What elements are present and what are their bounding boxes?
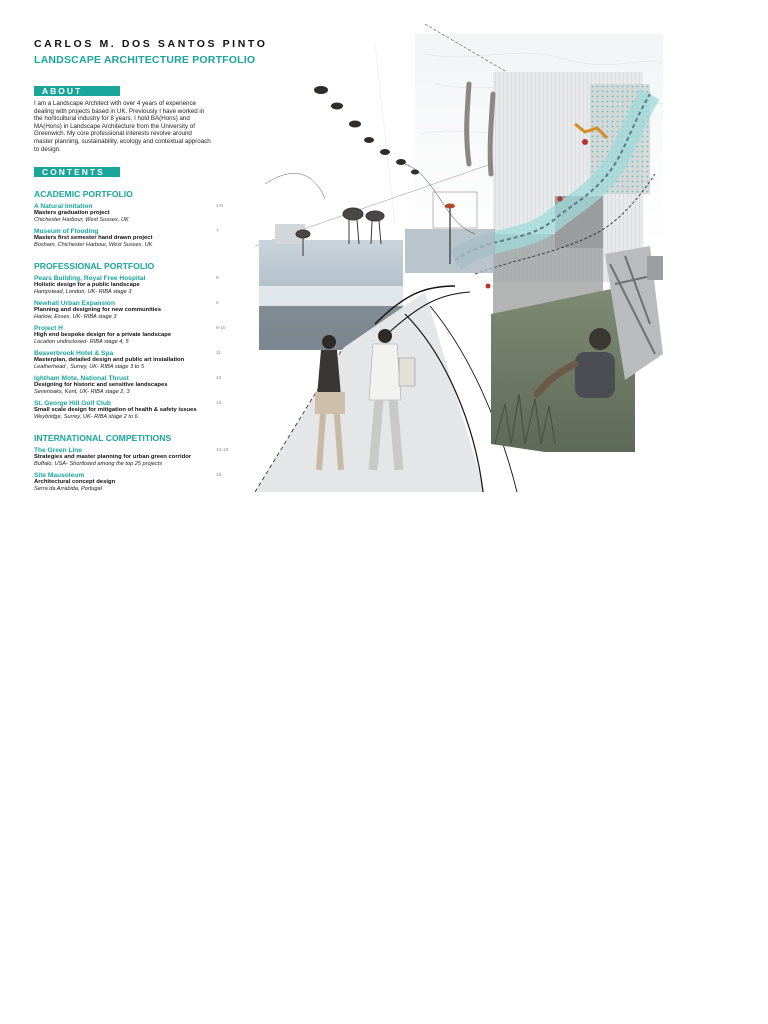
contents-entry[interactable] [34, 325, 244, 346]
entry-title[interactable]: Project H [34, 325, 63, 333]
entry-page-number: 14-15 [216, 448, 229, 454]
about-heading: ABOUT [34, 86, 120, 96]
landscape-collage [255, 24, 663, 492]
entry-page-number: 9-10 [216, 326, 226, 332]
contents-entry[interactable] [34, 203, 244, 224]
entry-title[interactable]: Site Mausoleum [34, 472, 85, 480]
entry-title[interactable]: Beaverbrook Hotel & Spa [34, 350, 114, 358]
bird-flock [314, 86, 419, 175]
portfolio-subtitle: LANDSCAPE ARCHITECTURE PORTFOLIO [34, 54, 256, 66]
entry-title[interactable]: Ightham Mote, National Thrust [34, 375, 129, 383]
contents-entry[interactable] [34, 275, 244, 296]
entry-description: Masters first semester hand drawn project [34, 235, 153, 242]
entry-location: Hampstead, London, UK- RIBA stage 3 [34, 289, 132, 296]
entry-location: Location undisclosed- RIBA stage 4, 5 [34, 339, 129, 346]
entry-location: Bosham, Chichester Harbour, West Sussex, UK [34, 242, 153, 249]
about-text: I am a Landscape Architect with over 4 years of experience dealing with projects based in UK. Previously I have worked in the horticultural industry for 8 years. I hold BA(Hons) and MA(Hons) in Landscape Architecture from the University of Greenwich. My core professional interests revolve around master planning, sustainability, ecology and contextual approach to design. [34, 100, 211, 153]
contents-group-heading: INTERNATIONAL COMPETITIONS [34, 433, 172, 444]
entry-page-number: 13 [216, 401, 222, 407]
contents-entry[interactable] [34, 472, 244, 493]
entry-page-number: 8 [216, 276, 219, 282]
entry-title[interactable]: Pears Building, Royal Free Hospital [34, 275, 146, 283]
entry-page-number: 7 [216, 229, 219, 235]
contents-group-heading: PROFESSIONAL PORTFOLIO [34, 261, 155, 272]
entry-title[interactable]: Museum of Flooding [34, 228, 99, 236]
entry-location: Chichester Harbour, West Sussex, UK [34, 217, 129, 224]
entry-page-number: 16 [216, 473, 222, 479]
entry-page-number: 9 [216, 301, 219, 307]
entry-title[interactable]: A Natural Imitation [34, 203, 93, 211]
entry-description: Designing for historic and sensitive landscapes [34, 382, 168, 389]
entry-location: Weybridge, Surrey, UK- RIBA stage 2 to 6 [34, 414, 138, 421]
entry-location: Harlow, Essex, UK- RIBA stage 3 [34, 314, 117, 321]
entry-location: Buffalo, USA- Shortlisted among the top 25 projects [34, 461, 163, 468]
contents-entry[interactable] [34, 350, 244, 371]
entry-title[interactable]: St. George Hill Golf Club [34, 400, 111, 408]
entry-title[interactable]: The Green Line [34, 447, 82, 455]
collage-illustration [255, 24, 663, 492]
contents-group-heading: ACADEMIC PORTFOLIO [34, 189, 133, 200]
entry-location: Leatherhead , Surrey, UK- RIBA stage 3 to 5 [34, 364, 145, 371]
entry-title[interactable]: Newhall Urban Expansion [34, 300, 115, 308]
entry-description: Masters graduation project [34, 210, 110, 217]
contents-entry[interactable] [34, 300, 244, 321]
entry-description: Small scale design for mitigation of health & safety issues [34, 407, 197, 414]
left-column [34, 38, 268, 493]
entry-description: Masterplan, detailed design and public art installation [34, 357, 185, 364]
author-name: CARLOS M. DOS SANTOS PINTO [34, 38, 268, 50]
entry-description: Strategies and master planning for urban green corridor [34, 454, 192, 461]
entry-description: Planning and designing for new communities [34, 307, 161, 314]
entry-description: Architectural concept design [34, 479, 116, 486]
contents-entry[interactable] [34, 228, 244, 249]
contents-list [34, 189, 244, 493]
entry-location: Serra da Arrabida, Portugal [34, 486, 102, 493]
contents-entry[interactable] [34, 375, 244, 396]
contents-entry[interactable] [34, 447, 244, 468]
contents-heading: CONTENTS [34, 167, 120, 177]
entry-location: Sevenoaks, Kent, UK- RIBA stage 2, 3 [34, 389, 130, 396]
contents-entry[interactable] [34, 400, 244, 421]
entry-page-number: 1-6 [216, 204, 223, 210]
entry-page-number: 12 [216, 376, 222, 382]
entry-description: Holistic design for a public landscape [34, 282, 140, 289]
entry-page-number: 11 [216, 351, 221, 357]
entry-description: High end bespoke design for a private landscape [34, 332, 172, 339]
